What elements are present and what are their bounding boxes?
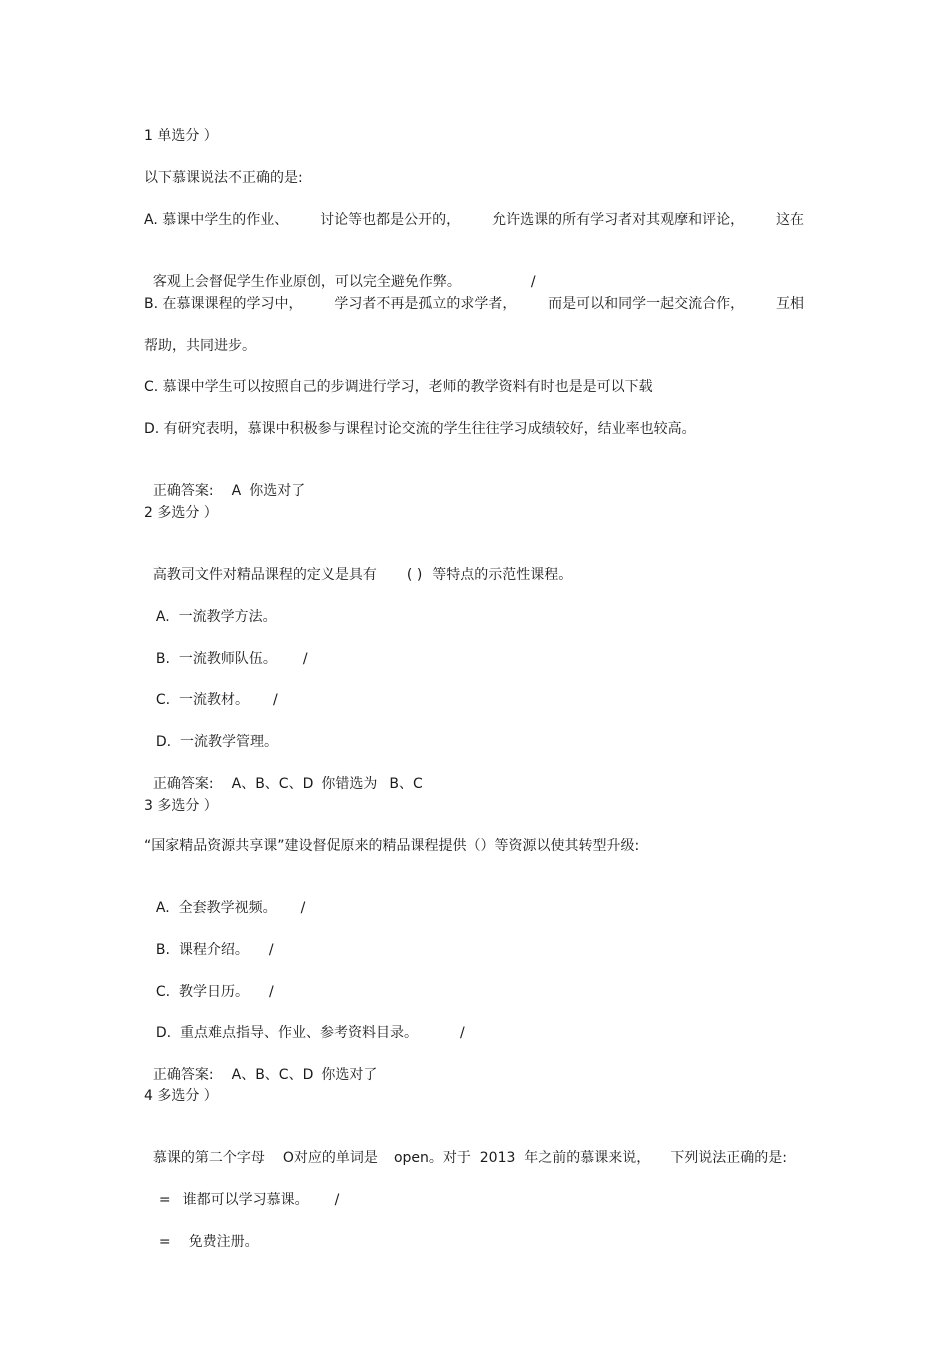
q2-stem	[144, 545, 572, 585]
q3-option-c-mark: /	[269, 984, 274, 1000]
q1-answer	[144, 461, 305, 501]
q3-option-b-mark: /	[268, 942, 274, 958]
q2-option-c-mark: /	[273, 692, 278, 708]
q1-header: 1 单选分 ）	[144, 128, 218, 144]
q1-option-a-line2	[144, 252, 536, 292]
q1-option-b-line2: 帮助，共同进步。	[144, 338, 256, 354]
q1-option-b-seg1: B. 在慕课课程的学习中，	[144, 296, 303, 312]
q1-option-b-seg4: 互相	[776, 296, 804, 312]
q4-stem-part2: O对应的单词是	[282, 1150, 378, 1166]
q3-header: 3 多选分 ）	[144, 798, 218, 814]
q4-option-2-bullet: =	[158, 1234, 171, 1250]
q1-option-b-seg3: 而是可以和同学一起交流合作，	[548, 296, 745, 312]
q1-option-a-seg3: 允许选课的所有学习者对其观摩和评论，	[492, 212, 745, 228]
q4-stem-part4: 下列说法正确的是:	[670, 1150, 788, 1166]
q1-option-a-seg1: A. 慕课中学生的作业、	[144, 212, 289, 228]
q2-option-b	[147, 629, 308, 669]
q4-option-2-text: 免费注册。	[188, 1234, 259, 1250]
q1-option-a-text2: 客观上会督促学生作业原创，可以完全避免作弊。	[152, 274, 461, 290]
q3-answer-value: A、B、C、D	[231, 1067, 314, 1083]
q3-option-d-text: D. 重点难点指导、作业、参考资料目录。	[155, 1025, 419, 1041]
q3-option-a	[147, 878, 305, 918]
q3-answer-label: 正确答案:	[152, 1067, 214, 1083]
q4-option-1-text: 谁都可以学习慕课。	[182, 1192, 309, 1208]
q3-option-a-mark: /	[300, 900, 306, 916]
q4-option-2	[150, 1212, 259, 1252]
q2-option-b-mark: /	[302, 651, 308, 667]
q3-option-c	[147, 962, 274, 1002]
q3-option-d-mark: /	[460, 1025, 465, 1041]
q2-stem-part3: 等特点的示范性课程。	[432, 567, 573, 583]
q1-option-a-seg4: 这在	[776, 212, 804, 228]
q1-option-a-seg2: 讨论等也都是公开的，	[320, 212, 461, 228]
q2-option-a	[147, 587, 277, 627]
q2-option-b-text: B. 一流教师队伍。	[155, 651, 277, 667]
q3-stem: “国家精品资源共享课”建设督促原来的精品课程提供（）等资源以使其转型升级:	[144, 838, 640, 854]
q4-header: 4 多选分 ）	[144, 1088, 218, 1104]
q4-stem-part1: 慕课的第二个字母	[152, 1150, 265, 1166]
q3-answer	[144, 1045, 377, 1085]
q1-option-c: C. 慕课中学生可以按照自己的步调进行学习，老师的教学资料有时也是是可以下载	[144, 379, 653, 395]
q3-option-a-text: A. 全套教学视频。	[155, 900, 277, 916]
q4-option-1-bullet: =	[158, 1192, 171, 1208]
q1-answer-label: 正确答案:	[152, 483, 214, 499]
q2-answer-result-prefix: 你错选为	[321, 776, 378, 792]
q3-option-c-text: C. 教学日历。	[155, 984, 250, 1000]
q3-option-d	[147, 1003, 465, 1043]
q2-answer-result-value: B、C	[389, 776, 423, 792]
q2-option-d	[147, 712, 278, 752]
q3-option-b-text: B. 课程介绍。	[155, 942, 249, 958]
q1-option-a-line1	[144, 210, 804, 230]
q2-option-c	[147, 670, 278, 710]
q1-answer-value: A	[231, 483, 242, 499]
q1-option-d: D. 有研究表明，慕课中积极参与课程讨论交流的学生往往学习成绩较好，结业率也较高。	[144, 421, 696, 437]
q4-option-1-mark: /	[334, 1192, 340, 1208]
q1-answer-result: 你选对了	[249, 483, 306, 499]
q2-option-d-text: D. 一流教学管理。	[155, 734, 279, 750]
q2-answer-value: A、B、C、D	[231, 776, 314, 792]
q3-option-b	[147, 920, 274, 960]
q1-option-a-mark: /	[530, 274, 536, 290]
q4-option-1	[150, 1170, 339, 1210]
q2-header: 2 多选分 ）	[144, 505, 218, 521]
q3-answer-result: 你选对了	[321, 1067, 378, 1083]
q2-answer	[144, 754, 423, 794]
q2-stem-part1: 高教司文件对精品课程的定义是具有	[152, 567, 377, 583]
q4-stem-part3: open。对于 2013 年之前的慕课来说，	[393, 1150, 651, 1166]
q4-stem	[144, 1128, 787, 1168]
q2-option-c-text: C. 一流教材。	[155, 692, 250, 708]
q2-option-a-text: A. 一流教学方法。	[155, 609, 277, 625]
q2-stem-part2: ( )	[406, 567, 423, 583]
q1-stem: 以下慕课说法不正确的是:	[144, 170, 303, 186]
q1-option-b-seg2: 学习者不再是孤立的求学者，	[334, 296, 517, 312]
q2-answer-label: 正确答案:	[152, 776, 214, 792]
q1-option-b-line1	[144, 294, 804, 314]
